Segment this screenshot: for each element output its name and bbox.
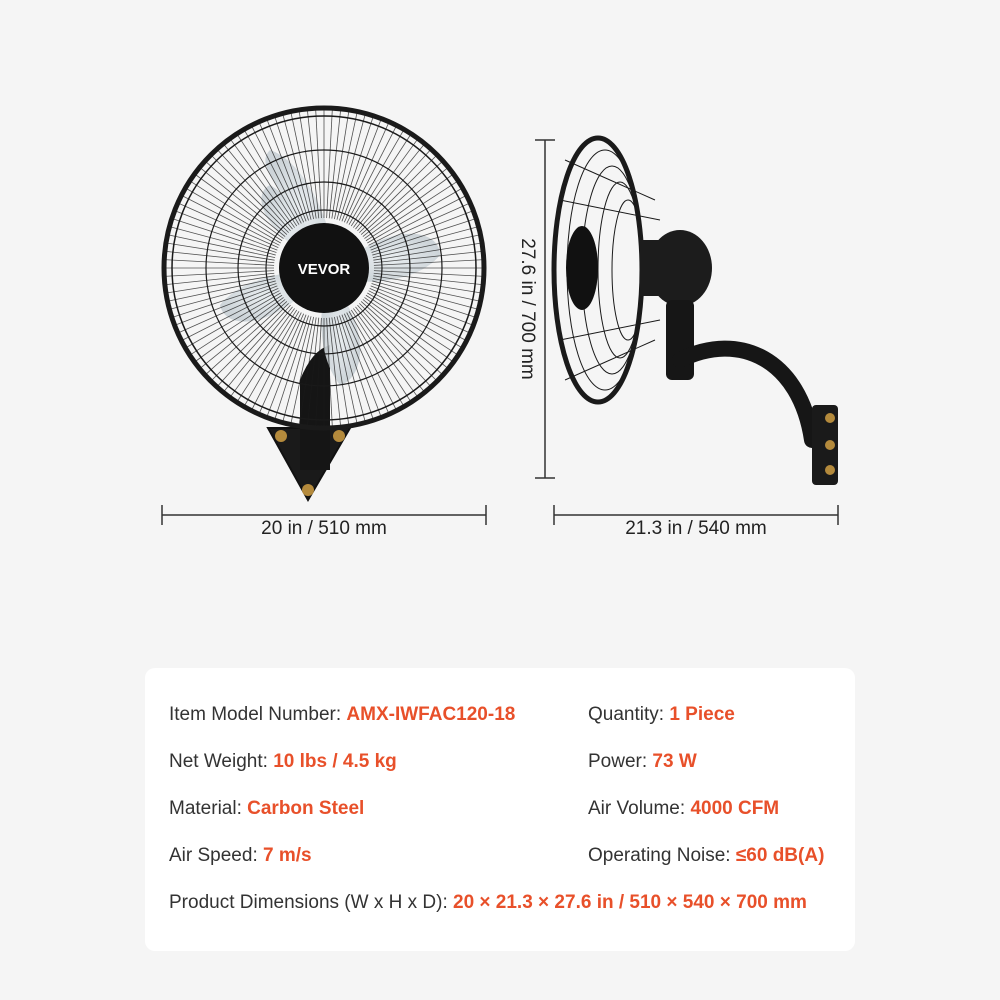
grille-spoke — [238, 310, 297, 401]
spec-card — [145, 668, 855, 951]
grille-spoke — [176, 211, 277, 250]
spec-value: 7 m/s — [263, 845, 312, 866]
fan-side-view — [554, 138, 838, 485]
bracket-bolt — [333, 430, 345, 442]
spec-key: Net Weight: — [169, 751, 268, 772]
side-hub — [566, 226, 598, 310]
spec-weight — [169, 751, 397, 773]
spec-air-speed — [169, 845, 312, 867]
height-label: 27.6 in / 700 mm — [517, 238, 538, 380]
mounting-arm — [300, 345, 330, 470]
grille-spoke — [351, 135, 410, 226]
plate-bolt — [825, 440, 835, 450]
spec-value: 4000 CFM — [690, 798, 780, 819]
spec-value: 10 lbs / 4.5 kg — [273, 751, 397, 772]
grille-spoke — [351, 310, 410, 401]
spec-key: Item Model Number: — [169, 704, 342, 725]
spec-power — [588, 751, 697, 773]
spec-air-volume — [588, 798, 779, 820]
grille-spoke — [167, 251, 274, 262]
height-dimension-line — [535, 140, 555, 478]
grille-spoke — [166, 271, 274, 277]
brand-logo: VEVOR — [297, 261, 351, 278]
spec-value: 1 Piece — [669, 704, 735, 725]
grille-spoke — [329, 111, 340, 218]
spec-key: Quantity: — [588, 704, 665, 725]
spec-key: Product Dimensions (W x H x D): — [169, 892, 448, 913]
grille-spoke — [342, 120, 381, 221]
grille-spoke — [366, 182, 457, 241]
grille-spoke — [359, 156, 435, 232]
fan-front-view — [164, 108, 484, 500]
spec-key: Air Volume: — [588, 798, 686, 819]
grille-spoke — [366, 295, 457, 354]
spec-key: Power: — [588, 751, 648, 772]
spec-value: 20 × 21.3 × 27.6 in / 510 × 540 × 700 mm — [453, 892, 807, 913]
spec-quantity — [588, 704, 735, 726]
spec-material — [169, 798, 364, 820]
grille-spoke — [371, 286, 472, 325]
spec-dimensions — [169, 892, 807, 914]
bracket-bolt — [302, 484, 314, 496]
neck-joint — [666, 300, 694, 380]
bracket-bolt — [275, 430, 287, 442]
spec-key: Operating Noise: — [588, 845, 731, 866]
spec-value: 73 W — [652, 751, 697, 772]
plate-bolt — [825, 465, 835, 475]
width-label: 20 in / 510 mm — [261, 518, 387, 539]
spec-value: Carbon Steel — [247, 798, 365, 819]
spec-value: ≤60 dB(A) — [735, 845, 825, 866]
spec-model — [169, 704, 515, 726]
spec-key: Material: — [169, 798, 242, 819]
grille-spoke — [166, 260, 274, 266]
spec-noise — [588, 845, 824, 867]
plate-bolt — [825, 413, 835, 423]
curved-arm — [680, 349, 812, 440]
grille-spoke — [327, 110, 333, 218]
depth-label: 21.3 in / 540 mm — [625, 518, 767, 539]
grille-spoke — [359, 303, 435, 379]
spec-value: AMX-IWFAC120-18 — [346, 704, 516, 725]
spec-key: Air Speed: — [169, 845, 258, 866]
